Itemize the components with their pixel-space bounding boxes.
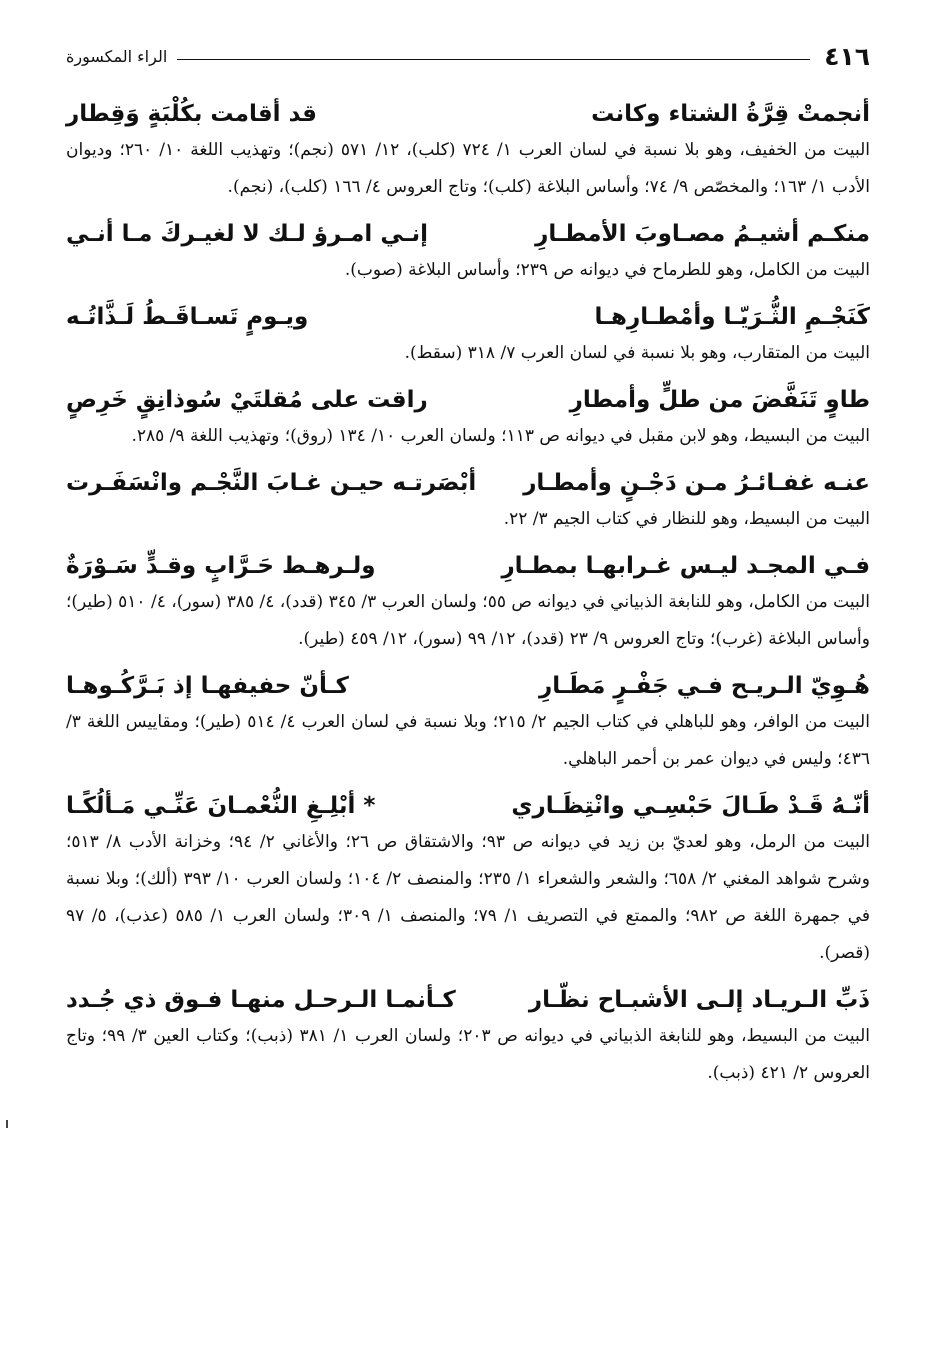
- running-title: الراء المكسورة: [66, 46, 168, 66]
- verse-entry: [66, 299, 870, 372]
- verse-entry: [66, 465, 870, 538]
- first-hemistich: قد أقامت بكُلْبَةٍ وَقِطار: [66, 101, 317, 127]
- first-hemistich: ويـومٍ تَسـاقَـطُ لَـذَّاتُـه: [66, 304, 309, 330]
- source-note: البيت من الرمل، وهو لعديّ بن زيد في ديوانه ص ٩٣؛ والاشتقاق ص ٢٦؛ والأغاني ٢/ ٩٤؛ وخزانة الأدب ٨/ ٥١٣؛ وشرح شواهد المغني ٢/ ٦٥٨؛ والشعر والشعراء ١/ ٢٣٥؛ والمنصف ٢/ ١٠٤؛ ولسان العرب ١٠/ ٣٩٣ (ألك)؛ وبلا نسبة في جمهرة اللغة ص ٩٨٢؛ والممتع في التصريف ١/ ٧٩؛ والمنصف ١/ ٣٠٩؛ ولسان العرب ١/ ٥٨٥ (عذب)، ٥/ ٩٧ (قصر).: [66, 832, 871, 963]
- source-note: البيت من الكامل، وهو للطرماح في ديوانه ص ٢٣٩؛ وأساس البلاغة (صوب).: [344, 260, 870, 280]
- first-hemistich: كـأنمـا الـرحـل منهـا فـوق ذي جُـدد: [66, 987, 456, 1013]
- second-hemistich: منكـم أشيـمُ مصـاوبَ الأمطـارِ: [535, 221, 870, 247]
- verse-entry: [66, 668, 870, 778]
- page-number: ٤١٦: [824, 41, 870, 71]
- page-header: [66, 38, 870, 74]
- verse-line: [66, 548, 870, 584]
- second-hemistich: ذَبِّ الـريـاد إلـى الأشبـاح نظّـار: [528, 987, 870, 1013]
- verse-entry: [66, 216, 870, 289]
- verse-line: [66, 788, 870, 824]
- source-note: البيت من البسيط، وهو للنظار في كتاب الجيم ٣/ ٢٢.: [503, 509, 870, 529]
- margin-mark: [6, 1120, 8, 1128]
- source-note: البيت من البسيط، وهو لابن مقبل في ديوانه ص ١١٣؛ ولسان العرب ١٠/ ١٣٤ (روق)؛ وتهذيب اللغة ٩/ ٢٨٥.: [131, 426, 870, 446]
- verse-line: [66, 216, 870, 252]
- verse-entry: [66, 982, 870, 1092]
- source-note: البيت من الوافر، وهو للباهلي في كتاب الجيم ٢/ ٢١٥؛ وبلا نسبة في لسان العرب ٤/ ٥١٤ (طير)؛ ومقاييس اللغة ٣/ ٤٣٦؛ وليس في ديوان عمر بن أحمر الباهلي.: [66, 712, 870, 769]
- first-hemistich: إنـي امـرؤ لـك لا لغيـركَ مـا أنـي: [66, 221, 428, 247]
- second-hemistich: طاوٍ تَنَفَّضَ من طلٍّ وأمطارِ: [569, 387, 870, 413]
- source-note: البيت من المتقارب، وهو بلا نسبة في لسان العرب ٧/ ٣١٨ (سقط).: [404, 343, 870, 363]
- verse-line: [66, 982, 870, 1018]
- first-hemistich: ولـرهـط حَـرَّابٍ وقـدٍّ سَـوْرَةٌ: [66, 553, 376, 579]
- first-hemistich: * أبْلِـغِ النُّعْمـانَ عَنِّـي مَـألُكًـا: [66, 793, 376, 819]
- verse-line: [66, 299, 870, 335]
- second-hemistich: هُـوِيّ الـريـح فـي جَفْـرٍ مَطَـارِ: [539, 673, 870, 699]
- entries-list: [66, 96, 870, 1092]
- verse-entry: [66, 548, 870, 658]
- second-hemistich: أنجمتْ قِرَّةُ الشتاء وكانت: [591, 101, 870, 127]
- verse-entry: [66, 96, 870, 206]
- second-hemistich: أنّـهُ قَـدْ طَـالَ حَبْسِـي وانْتِظَـاري: [511, 793, 870, 819]
- first-hemistich: راقت على مُقلتَيْ سُوذانِقٍ خَرِصٍ: [66, 387, 428, 413]
- verse-line: [66, 668, 870, 704]
- verse-entry: [66, 382, 870, 455]
- first-hemistich: أبْصَرتـه حيـن غـابَ النَّجْـم وانْسَفَـرت: [66, 470, 477, 496]
- verse-line: [66, 96, 870, 132]
- source-note: البيت من الخفيف، وهو بلا نسبة في لسان العرب ١/ ٧٢٤ (كلب)، ١٢/ ٥٧١ (نجم)؛ وتهذيب اللغة ١٠/ ٢٦٠؛ وديوان الأدب ١/ ١٦٣؛ والمخصّص ٩/ ٧٤؛ وأساس البلاغة (كلب)؛ وتاج العروس ٤/ ١٦٦ (كلب)، (نجم).: [66, 140, 870, 197]
- verse-line: [66, 382, 870, 418]
- verse-line: [66, 465, 870, 501]
- second-hemistich: عنـه غفـائـرُ مـن دَجْـنٍ وأمطـار: [523, 470, 870, 496]
- verse-entry: [66, 788, 870, 972]
- source-note: البيت من البسيط، وهو للنابغة الذبياني في ديوانه ص ٢٠٣؛ ولسان العرب ١/ ٣٨١ (ذبب)؛ وكتاب العين ٣/ ٩٩؛ وتاج العروس ٢/ ٤٢١ (ذبب).: [66, 1026, 870, 1083]
- header-rule: [177, 59, 810, 60]
- first-hemistich: كـأنّ حفيفهـا إذ بَـرَّكُـوهـا: [66, 673, 349, 699]
- second-hemistich: فـي المجـد ليـس غـرابهـا بمطـارِ: [501, 553, 870, 579]
- second-hemistich: كَنَجْـمِ الثُّـرَيّـا وأمْطـارِهـا: [594, 304, 870, 330]
- source-note: البيت من الكامل، وهو للنابغة الذبياني في ديوانه ص ٥٥؛ ولسان العرب ٣/ ٣٤٥ (قدد)، ٤/ ٣٨٥ (سور)، ٤/ ٥١٠ (طير)؛ وأساس البلاغة (غرب)؛ وتاج العروس ٩/ ٢٣ (قدد)، ١٢/ ٩٩ (سور)، ١٢/ ٤٥٩ (طير).: [66, 592, 870, 649]
